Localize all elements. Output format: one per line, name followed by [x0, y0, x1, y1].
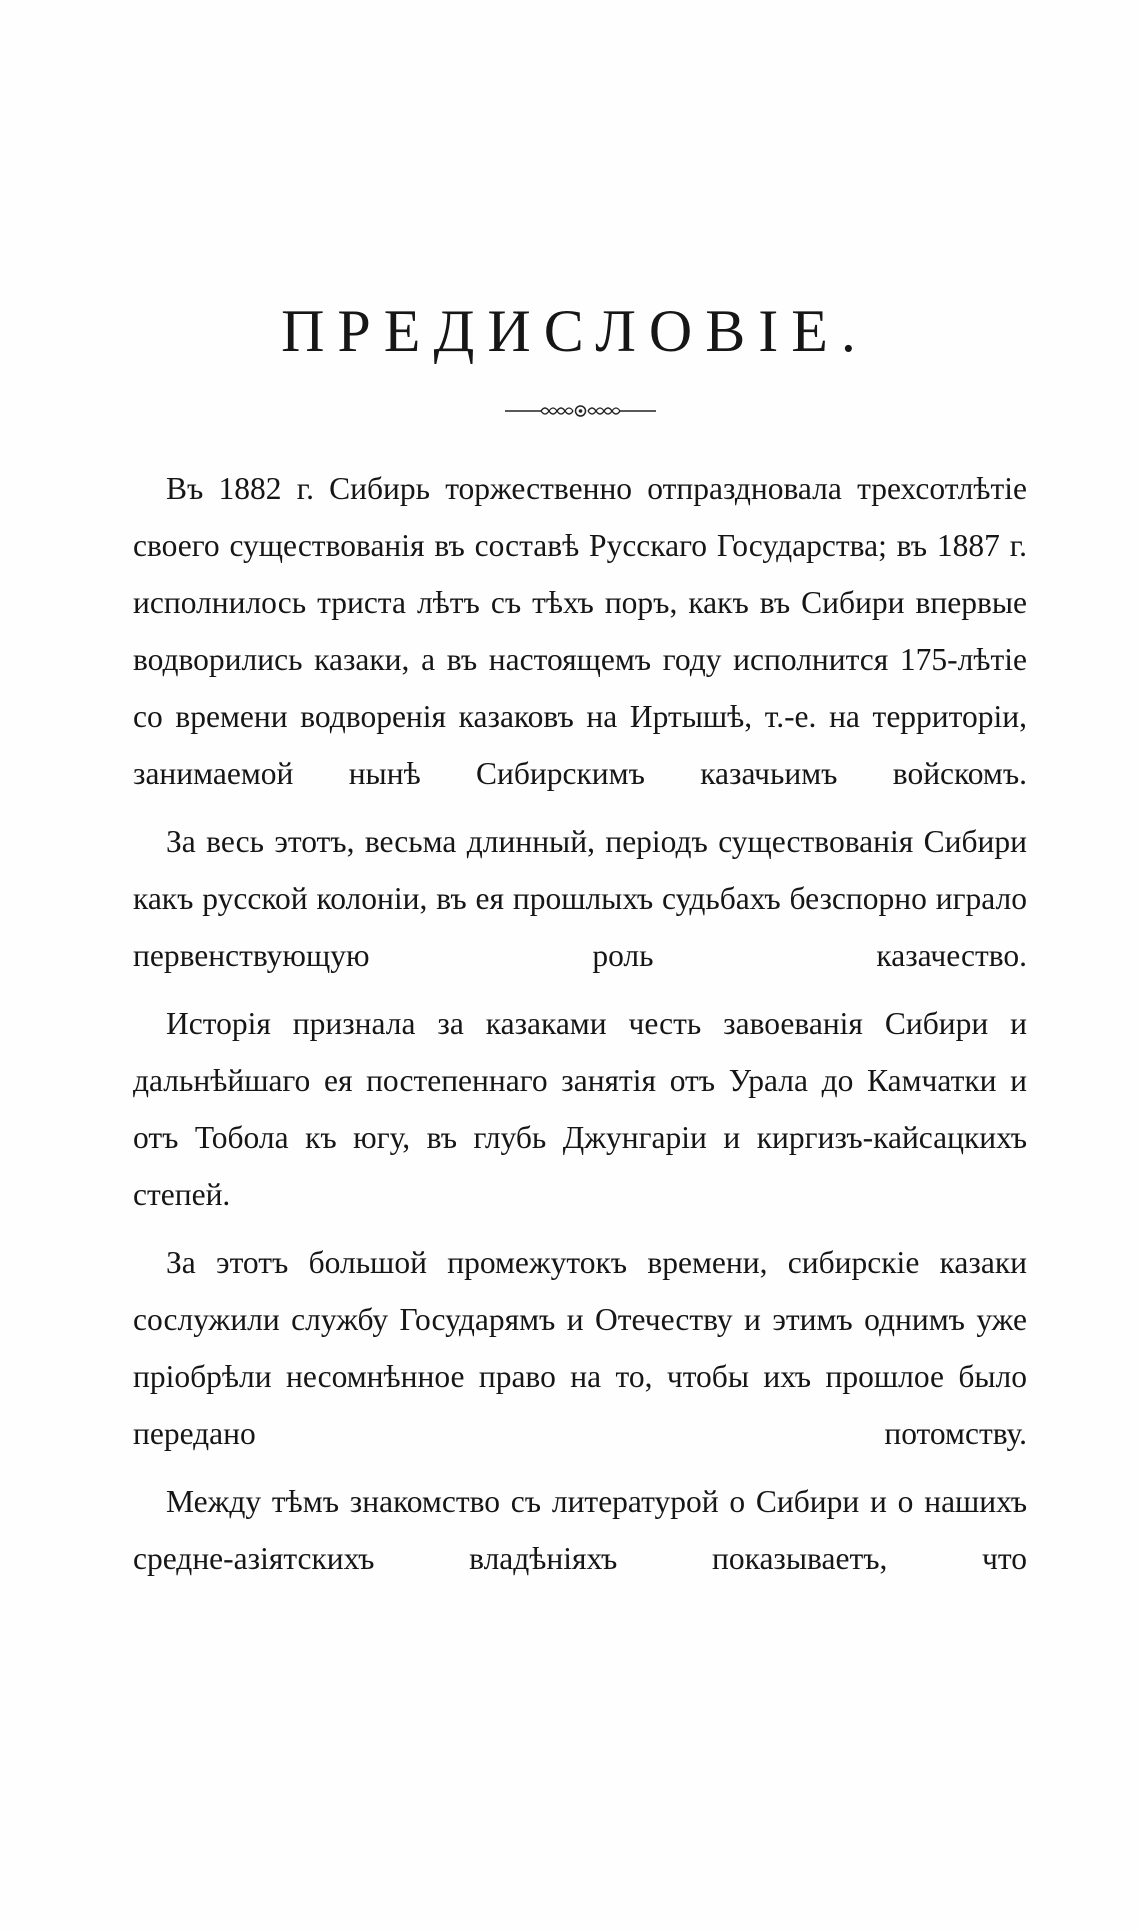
page-title: ПРЕДИСЛОВІЕ.	[281, 298, 869, 364]
paragraph-3: Исторія признала за казаками честь завоеванія Сибири и дальнѣйшаго ея постепеннаго занятія отъ Урала до Камчатки и отъ Тобола къ югу, въ глубь Джунгаріи и киргизъ-кайсацкихъ степей.	[133, 1006, 1027, 1212]
paragraph-4: За этотъ большой промежутокъ времени, сибирскіе казаки сослужили службу Государямъ и Отечеству и этимъ однимъ уже пріобрѣли несомнѣнное право на то, чтобы ихъ прошлое было передано потомству.	[133, 1245, 1027, 1451]
paragraph-5: Между тѣмъ знакомство съ литературой о Сибири и о нашихъ средне-азіятскихъ владѣніяхъ показываетъ, что	[133, 1484, 1027, 1576]
paragraph-2: За весь этотъ, весьма длинный, періодъ существованія Сибири какъ русской колоніи, въ ея прошлыхъ судьбахъ безспорно играло первенствующую роль казачество.	[133, 824, 1027, 973]
paragraph-1: Въ 1882 г. Сибирь торжественно отпраздновала трехсотлѣтіе своего существованія въ составѣ Русскаго Государства; въ 1887 г. исполнилось триста лѣтъ съ тѣхъ поръ, какъ въ Сибири впервые водворились казаки, а въ настоящемъ году исполнится 175-лѣтіе со времени водворенія казаковъ на Иртышѣ, т.-е. на территоріи, занимаемой нынѣ Сибирскимъ казачьимъ войскомъ.	[133, 471, 1027, 791]
preface-text	[133, 460, 1027, 1598]
decorative-rule-icon	[503, 402, 658, 420]
